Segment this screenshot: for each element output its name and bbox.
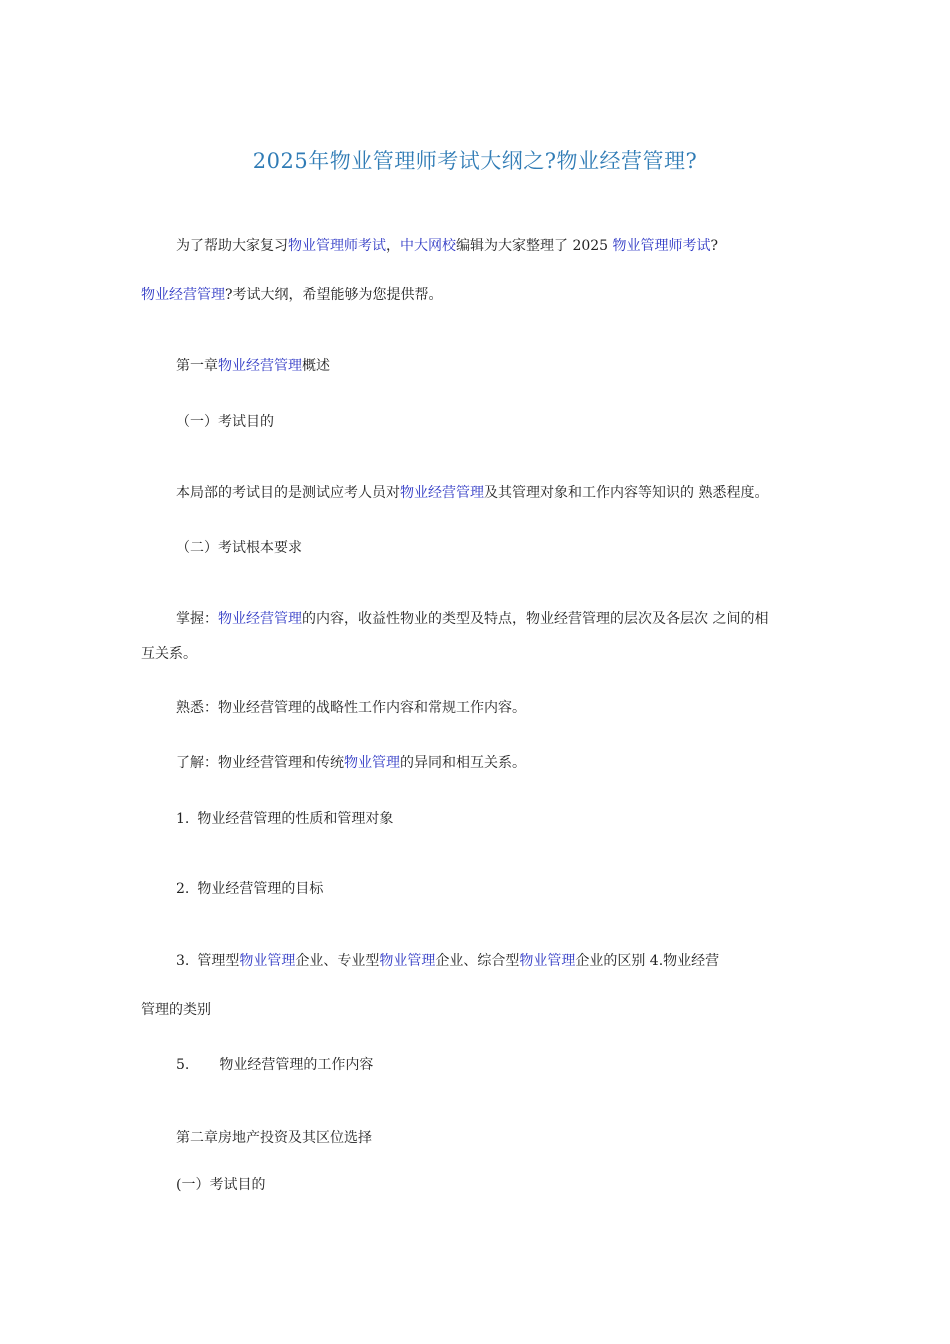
document-title: 2025年物业管理师考试大纲之?物业经营管理? xyxy=(252,149,698,173)
section-heading: （二）考试根本要求 xyxy=(176,540,302,556)
chapter-suffix: 概述 xyxy=(302,358,330,374)
list-number: 2. xyxy=(176,881,190,897)
list-item xyxy=(176,880,323,898)
link-property-management[interactable]: 物业管理 xyxy=(379,953,436,969)
intro-line-1 xyxy=(176,237,718,255)
list-text: 管理型 xyxy=(197,953,240,969)
intro-text: 为了帮助大家复习 xyxy=(176,238,288,254)
link-property-manager-exam[interactable]: 物业管理师考试 xyxy=(288,238,386,254)
paragraph-text: 本局部的考试目的是测试应考人员对 xyxy=(176,485,400,501)
link-property-operation-management[interactable]: 物业经营管理 xyxy=(400,485,484,501)
list-item xyxy=(176,810,393,828)
list-number: 5. xyxy=(176,1057,190,1073)
list-text: 物业经营管理的工作内容 xyxy=(219,1057,374,1073)
section-paragraph xyxy=(176,484,768,502)
link-property-management[interactable]: 物业管理 xyxy=(344,755,400,771)
section-heading: (一）考试目的 xyxy=(176,1177,266,1193)
master-line-2: 互关系。 xyxy=(141,646,197,662)
intro-line-2 xyxy=(141,286,443,304)
chapter-2-heading: 第二章房地产投资及其区位选择 xyxy=(176,1130,372,1146)
intro-text: ?考试大纲，希望能够为您提供帮。 xyxy=(225,287,443,303)
intro-text: ， xyxy=(386,238,400,254)
list-text: 企业、专业型 xyxy=(295,953,380,969)
link-zhongda-school[interactable]: 中大网校 xyxy=(400,238,456,254)
intro-text: ? xyxy=(710,238,719,254)
section-heading: （一）考试目的 xyxy=(176,414,274,430)
link-property-manager-exam-2[interactable]: 物业管理师考试 xyxy=(612,238,711,254)
chapter-prefix: 第一章 xyxy=(176,358,218,374)
link-property-management[interactable]: 物业管理 xyxy=(239,953,296,969)
list-text: 企业、综合型 xyxy=(435,953,520,969)
master-line-1 xyxy=(176,610,768,628)
list-item xyxy=(176,1056,373,1074)
paragraph-text: 的异同和相互关系。 xyxy=(400,755,526,771)
link-property-management[interactable]: 物业管理 xyxy=(519,953,576,969)
list-number: 1. xyxy=(176,811,190,827)
list-number: 3. xyxy=(176,953,190,969)
link-property-operation-management[interactable]: 物业经营管理 xyxy=(141,287,225,303)
list-item xyxy=(176,952,719,970)
paragraph-text: 掌握： xyxy=(176,611,218,627)
paragraph-text: 及其管理对象和工作内容等知识的 熟悉程度。 xyxy=(484,485,769,501)
intro-text: 编辑为大家整理了 2025 xyxy=(456,238,613,254)
paragraph-text: 了解：物业经营管理和传统 xyxy=(176,755,344,771)
list-text: 企业的区别 4.物业经营 xyxy=(575,953,720,969)
list-text: 物业经营管理的目标 xyxy=(197,881,324,897)
familiar-line: 熟悉：物业经营管理的战略性工作内容和常规工作内容。 xyxy=(176,700,526,716)
understand-line xyxy=(176,754,526,772)
link-property-operation-management[interactable]: 物业经营管理 xyxy=(218,358,302,374)
paragraph-text: 的内容，收益性物业的类型及特点，物业经营管理的层次及各层次 之间的相 xyxy=(302,611,769,627)
chapter-1-heading xyxy=(176,357,330,375)
list-item-continuation: 管理的类别 xyxy=(141,1002,211,1018)
list-text: 物业经营管理的性质和管理对象 xyxy=(197,811,394,827)
link-property-operation-management[interactable]: 物业经营管理 xyxy=(218,611,302,627)
